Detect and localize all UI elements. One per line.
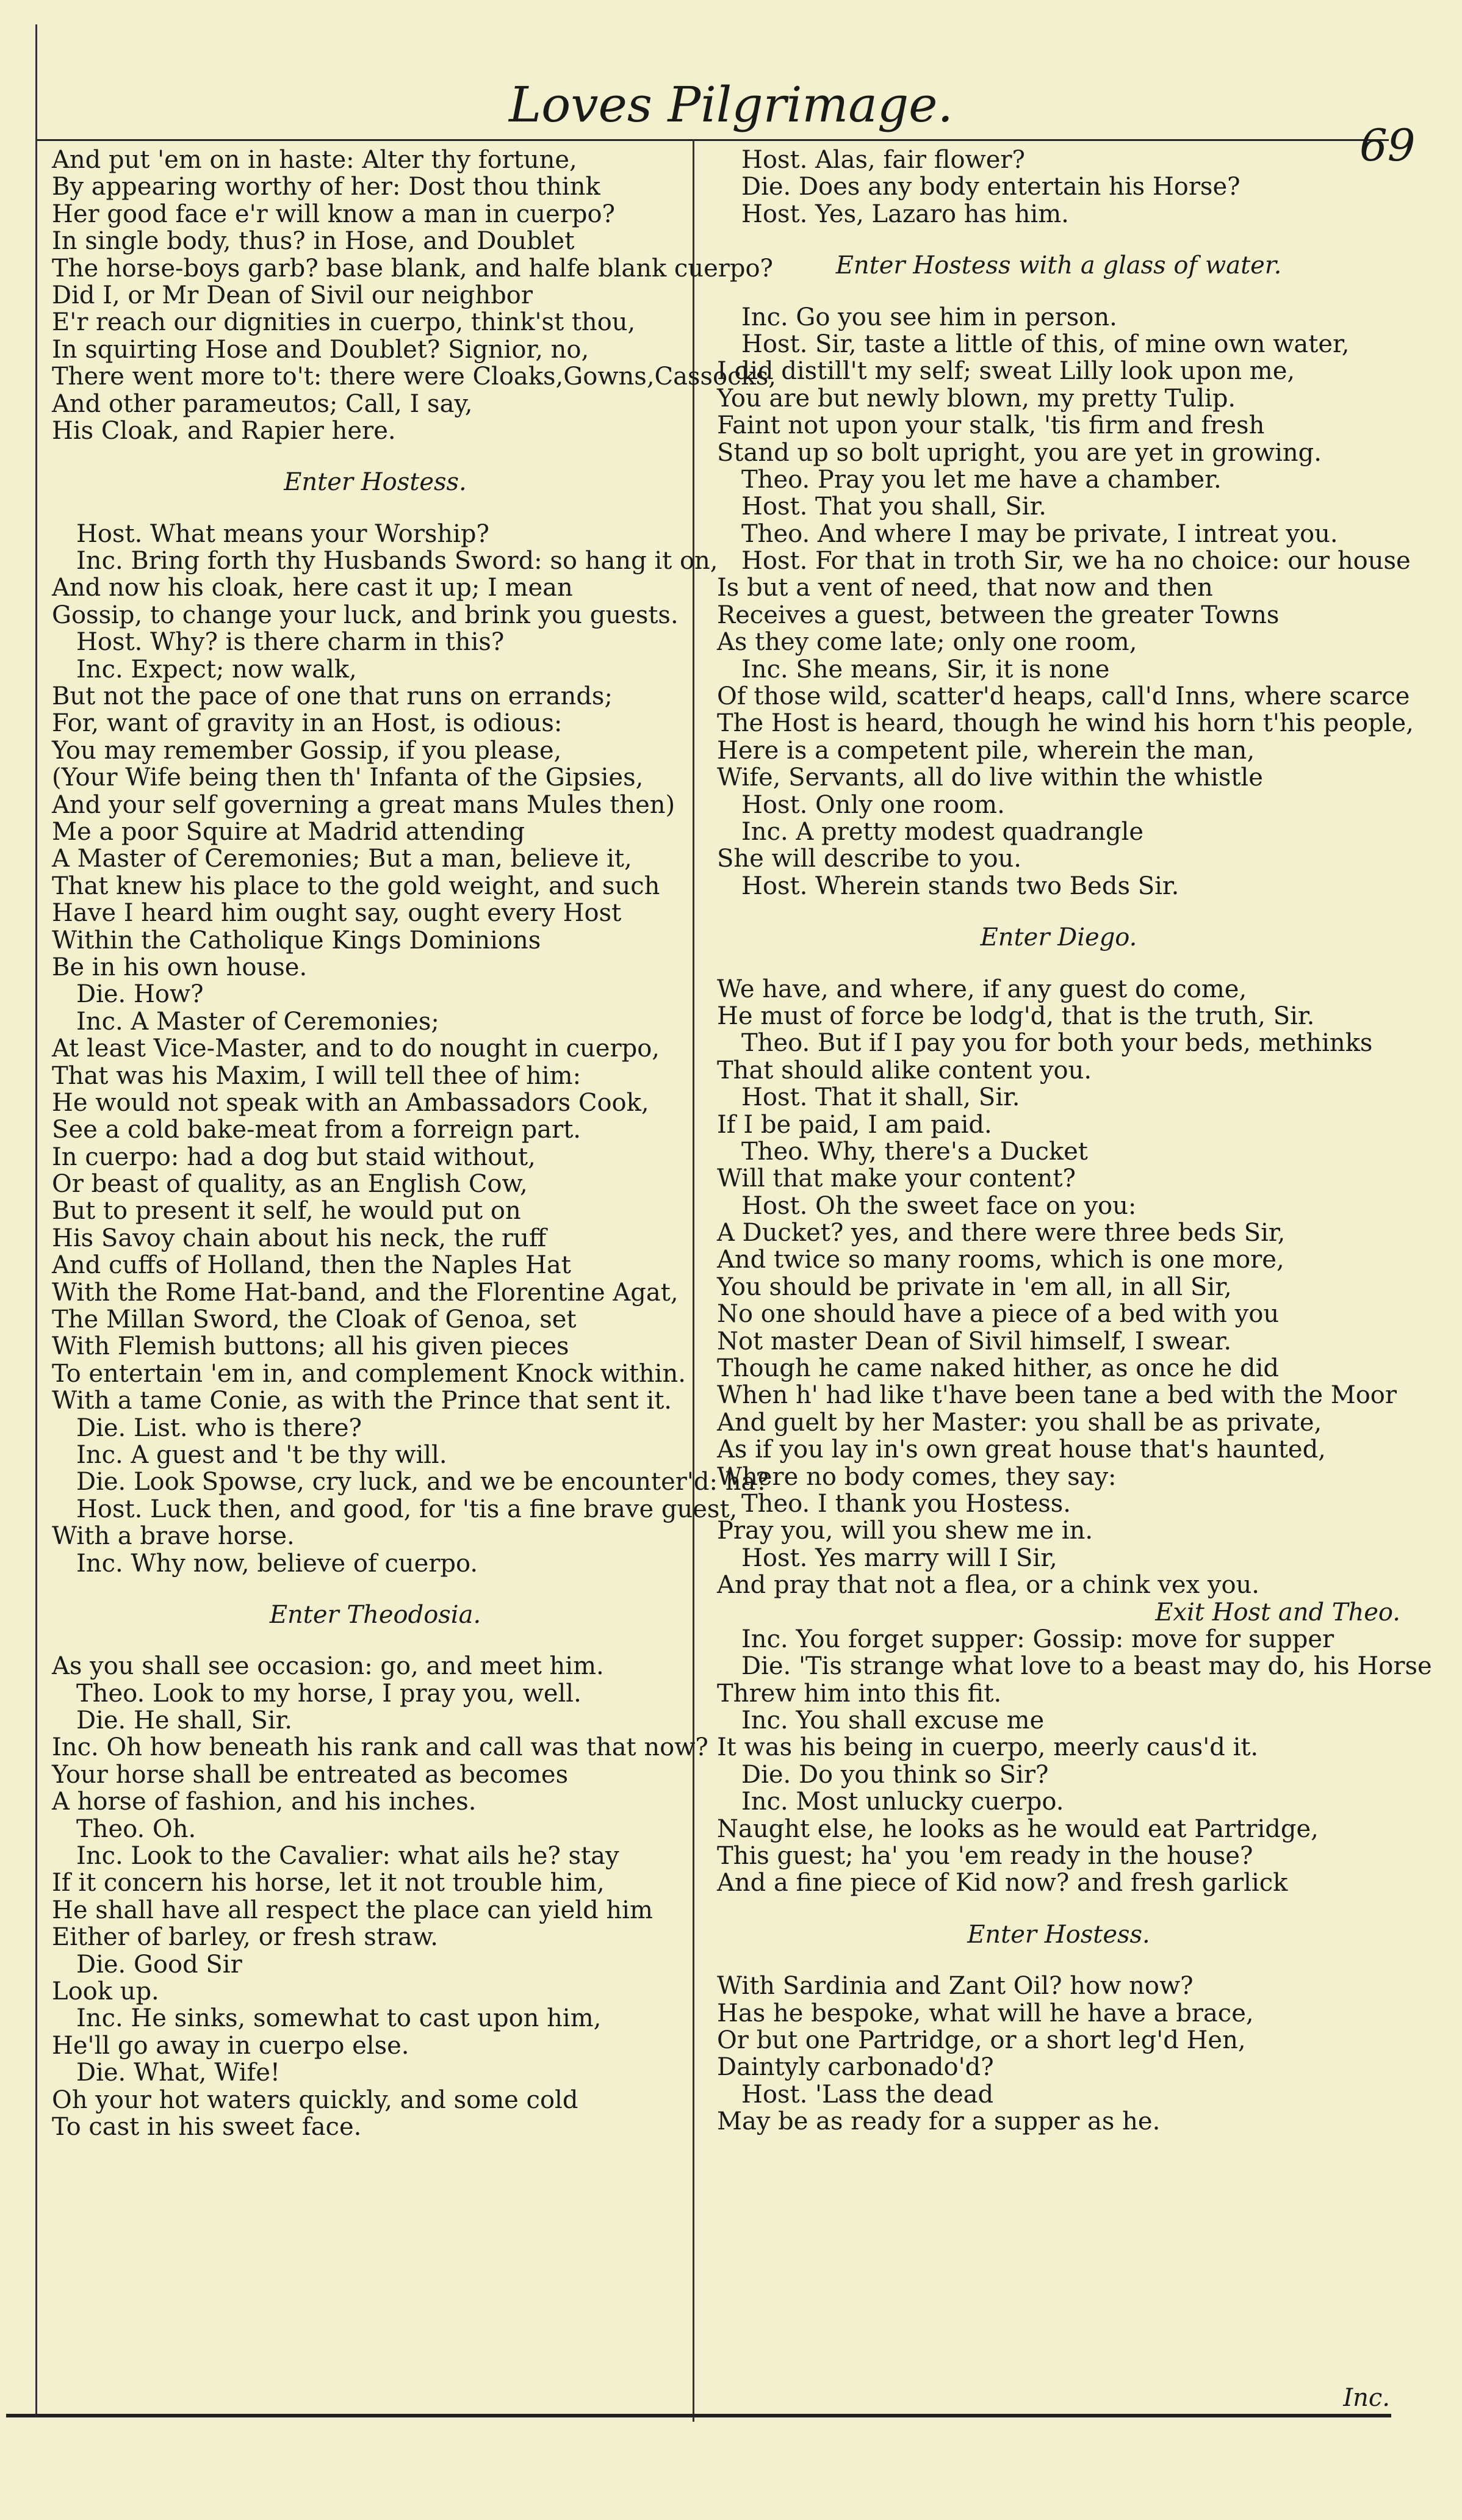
stage-direction: Enter Hostess. — [284, 468, 467, 497]
verse-line: You should be private in 'em all, in all Sir, — [717, 1273, 1232, 1301]
verse-line: Naught else, he looks as he would eat Partridge, — [717, 1814, 1319, 1843]
spacer — [52, 1577, 699, 1601]
verse-line: You are but newly blown, my pretty Tulip. — [717, 384, 1236, 413]
verse-line: Stand up so bolt upright, you are yet in growing. — [717, 438, 1322, 467]
spacer — [717, 228, 1400, 252]
speech-line: Host. Luck then, and good, for 'tis a fine brave guest, — [76, 1495, 738, 1523]
verse-line: She will describe to you. — [717, 845, 1022, 873]
speech-line: Theo. Oh. — [76, 1814, 196, 1843]
speech-line: Die. Does any body entertain his Horse? — [741, 173, 1241, 201]
verse-line: Has he bespoke, what will he have a brace, — [717, 1999, 1254, 2027]
verse-line: His Savoy chain about his neck, the ruff — [52, 1224, 547, 1252]
speech-line: Die. Good Sir — [76, 1950, 242, 1979]
footer-rule — [6, 2414, 1391, 2417]
verse-line: Look up. — [52, 1977, 159, 2006]
speech-line: Host. For that in troth Sir, we ha no choice: our house — [741, 547, 1411, 576]
speech-line: Inc. Go you see him in person. — [741, 303, 1117, 331]
verse-line: To cast in his sweet face. — [52, 2112, 362, 2141]
speech-line: Die. He shall, Sir. — [76, 1706, 293, 1735]
stage-direction: Enter Hostess. — [967, 1920, 1150, 1949]
verse-line: Threw him into this fit. — [717, 1679, 1002, 1708]
verse-line: Where no body comes, they say: — [717, 1462, 1117, 1491]
verse-line: With Flemish buttons; all his given pieces — [52, 1332, 569, 1361]
speech-line: Host. Yes marry will I Sir, — [741, 1543, 1057, 1572]
verse-line: With a tame Conie, as with the Prince that sent it. — [52, 1387, 672, 1415]
running-title: Loves Pilgrimage. — [509, 76, 953, 133]
spacer — [717, 900, 1400, 924]
verse-line: In squirting Hose and Doublet? Signior, no, — [52, 335, 589, 364]
verse-line: By appearing worthy of her: Dost thou think — [52, 173, 600, 201]
verse-line: But not the pace of one that runs on errands; — [52, 682, 613, 711]
header-rule — [35, 139, 1389, 141]
speech-line: Theo. I thank you Hostess. — [741, 1489, 1071, 1518]
verse-line: Not master Dean of Sivil himself, I swear. — [717, 1327, 1232, 1356]
verse-line: And now his cloak, here cast it up; I mean — [52, 574, 573, 602]
speech-line: Die. Look Spowse, cry luck, and we be encounter'd: ha? — [76, 1468, 769, 1496]
left-text-column — [52, 146, 777, 2141]
verse-line: The horse-boys garb? base blank, and halfe blank cuerpo? — [52, 254, 773, 283]
spacer — [717, 280, 1400, 304]
verse-line: He must of force be lodg'd, that is the truth, Sir. — [717, 1002, 1315, 1030]
verse-line: As they come late; only one room, — [717, 628, 1137, 657]
verse-line: There went more to't: there were Cloaks,Gowns,Cassocks, — [52, 363, 777, 391]
speech-line: Theo. Pray you let me have a chamber. — [741, 465, 1222, 494]
speech-line: Die. How? — [76, 980, 204, 1009]
verse-line: Did I, or Mr Dean of Sivil our neighbor — [52, 281, 533, 309]
speech-line: Host. That you shall, Sir. — [741, 493, 1047, 521]
speech-line: Inc. He sinks, somewhat to cast upon him, — [76, 2004, 602, 2033]
speech-line: Host. Yes, Lazaro has him. — [741, 200, 1069, 228]
speech-line: Theo. But if I pay you for both your beds, methinks — [741, 1029, 1373, 1058]
speech-line: Die. List. who is there? — [76, 1413, 362, 1442]
stage-direction: Exit Host and Theo. — [1155, 1598, 1400, 1626]
verse-line: Oh your hot waters quickly, and some cold — [52, 2085, 578, 2114]
verse-line: For, want of gravity in an Host, is odious: — [52, 709, 563, 738]
verse-line: Within the Catholique Kings Dominions — [52, 926, 541, 955]
verse-line: In single body, thus? in Hose, and Doublet — [52, 227, 575, 256]
verse-line: Wife, Servants, all do live within the whistle — [717, 764, 1263, 792]
speech-line: Host. What means your Worship? — [76, 519, 489, 548]
verse-line: He shall have all respect the place can yield him — [52, 1896, 653, 1924]
verse-line: As if you lay in's own great house that's haunted, — [717, 1435, 1326, 1464]
speech-line: Inc. You forget supper: Gossip: move for supper — [741, 1625, 1334, 1653]
verse-line: Have I heard him ought say, ought every Host — [52, 899, 622, 928]
verse-line: Her good face e'r will know a man in cuerpo? — [52, 200, 615, 228]
speech-line: Host. Wherein stands two Beds Sir. — [741, 872, 1179, 900]
verse-line: Inc. Oh how beneath his rank and call was that now? — [52, 1733, 708, 1762]
speech-line: Inc. A Master of Ceremonies; — [76, 1007, 439, 1036]
speech-line: Inc. Most unlucky cuerpo. — [741, 1788, 1064, 1816]
stage-direction: Enter Hostess with a glass of water. — [835, 251, 1282, 280]
verse-line: And other parameutos; Call, I say, — [52, 389, 473, 418]
speech-line: Host. Oh the sweet face on you: — [741, 1191, 1137, 1220]
spacer — [717, 951, 1400, 976]
verse-line: In cuerpo: had a dog but staid without, — [52, 1143, 536, 1171]
verse-line: But to present it self, he would put on — [52, 1197, 521, 1226]
verse-line: A Master of Ceremonies; But a man, believe it, — [52, 845, 632, 873]
verse-line: He'll go away in cuerpo else. — [52, 2031, 409, 2060]
verse-line: Me a poor Squire at Madrid attending — [52, 817, 525, 846]
verse-line: Your horse shall be entreated as becomes — [52, 1760, 569, 1789]
speech-line: Host. Only one room. — [741, 790, 1005, 819]
verse-line: We have, and where, if any guest do come, — [717, 975, 1247, 1003]
verse-line: See a cold bake-meat from a forreign part. — [52, 1116, 581, 1144]
speech-line: Inc. You shall excuse me — [741, 1706, 1045, 1735]
speech-line: Host. Alas, fair flower? — [741, 146, 1025, 174]
verse-line: He would not speak with an Ambassadors Cook, — [52, 1088, 649, 1117]
spacer — [717, 1948, 1400, 1973]
verse-line: With the Rome Hat-band, and the Florentine Agat, — [52, 1278, 679, 1307]
speech-line: Inc. Bring forth thy Husbands Sword: so hang it on, — [76, 547, 718, 576]
verse-line: If it concern his horse, let it not trouble him, — [52, 1869, 605, 1897]
verse-line: And pray that not a flea, or a chink vex you. — [717, 1571, 1260, 1600]
catchword: Inc. — [1343, 2384, 1390, 2412]
speech-line: Host. Sir, taste a little of this, of mine own water, — [741, 330, 1350, 358]
verse-line: (Your Wife being then th' Infanta of the Gipsies, — [52, 764, 644, 792]
speech-line: Theo. Look to my horse, I pray you, well. — [76, 1679, 582, 1708]
verse-line: And cuffs of Holland, then the Naples Hat — [52, 1251, 571, 1280]
verse-line: Pray you, will you shew me in. — [717, 1517, 1093, 1545]
verse-line: A Ducket? yes, and there were three beds Sir, — [717, 1219, 1286, 1247]
verse-line: If I be paid, I am paid. — [717, 1110, 992, 1139]
speech-line: Die. What, Wife! — [76, 2059, 280, 2087]
verse-line: At least Vice-Master, and to do nought in cuerpo, — [52, 1034, 660, 1063]
verse-line: The Millan Sword, the Cloak of Genoa, set — [52, 1305, 577, 1334]
verse-line: That knew his place to the gold weight, and such — [52, 872, 660, 900]
speech-line: Inc. Look to the Cavalier: what ails he? stay — [76, 1842, 619, 1871]
verse-line: Receives a guest, between the greater Towns — [717, 601, 1280, 629]
verse-line: Is but a vent of need, that now and then — [717, 574, 1213, 602]
spacer — [52, 1628, 699, 1653]
verse-line: You may remember Gossip, if you please, — [52, 736, 562, 765]
page-number: 69 — [1359, 120, 1416, 171]
verse-line: Be in his own house. — [52, 953, 308, 981]
verse-line: The Host is heard, though he wind his horn t'his people, — [717, 709, 1414, 738]
speech-line: Theo. Why, there's a Ducket — [741, 1137, 1088, 1166]
verse-line: To entertain 'em in, and complement Knock within. — [52, 1359, 686, 1388]
verse-line: Or beast of quality, as an English Cow, — [52, 1170, 528, 1199]
verse-line: With Sardinia and Zant Oil? how now? — [717, 1972, 1194, 2001]
verse-line: Either of barley, or fresh straw. — [52, 1923, 438, 1952]
verse-line: Of those wild, scatter'd heaps, call'd Inns, where scarce — [717, 682, 1410, 711]
speech-line: Host. Why? is there charm in this? — [76, 628, 505, 657]
spacer — [717, 1897, 1400, 1921]
verse-line: Here is a competent pile, wherein the man, — [717, 736, 1255, 765]
verse-line: No one should have a piece of a bed with you — [717, 1300, 1280, 1329]
verse-line: It was his being in cuerpo, meerly caus'd it. — [717, 1733, 1259, 1762]
verse-line: Though he came naked hither, as once he did — [717, 1354, 1280, 1383]
verse-line: Daintyly carbonado'd? — [717, 2053, 994, 2082]
spacer — [52, 496, 699, 521]
verse-line: And twice so many rooms, which is one more, — [717, 1246, 1284, 1274]
speech-line: Inc. A guest and 't be thy will. — [76, 1440, 447, 1469]
speech-line: Host. That it shall, Sir. — [741, 1083, 1020, 1112]
speech-line: Die. 'Tis strange what love to a beast may do, his Horse — [741, 1652, 1432, 1681]
verse-line: As you shall see occasion: go, and meet him. — [52, 1652, 604, 1681]
verse-line: This guest; ha' you 'em ready in the house? — [717, 1842, 1253, 1871]
speech-line: Inc. A pretty modest quadrangle — [741, 817, 1144, 846]
verse-line: May be as ready for a supper as he. — [717, 2107, 1161, 2136]
verse-line: Will that make your content? — [717, 1164, 1076, 1193]
verse-line: Faint not upon your stalk, 'tis firm and fresh — [717, 411, 1265, 440]
verse-line: His Cloak, and Rapier here. — [52, 416, 396, 445]
verse-line: And your self governing a great mans Mules then) — [52, 790, 675, 819]
verse-line: A horse of fashion, and his inches. — [52, 1788, 477, 1816]
verse-line: E'r reach our dignities in cuerpo, think'st thou, — [52, 308, 636, 337]
verse-line: And a fine piece of Kid now? and fresh garlick — [717, 1869, 1288, 1897]
right-text-column — [717, 146, 1432, 2136]
verse-line: Or but one Partridge, or a short leg'd Hen, — [717, 2026, 1246, 2054]
verse-line: That was his Maxim, I will tell thee of him: — [52, 1061, 582, 1090]
verse-line: And guelt by her Master: you shall be as private, — [717, 1408, 1322, 1437]
verse-line: I did distill't my self; sweat Lilly look upon me, — [717, 357, 1295, 386]
speech-line: Theo. And where I may be private, I intreat you. — [741, 519, 1338, 548]
verse-line: That should alike content you. — [717, 1056, 1092, 1085]
stage-direction: Enter Diego. — [980, 923, 1137, 952]
verse-line: When h' had like t'have been tane a bed with the Moor — [717, 1381, 1397, 1410]
verse-line: Gossip, to change your luck, and brink you guests. — [52, 601, 679, 629]
speech-line: Inc. Expect; now walk, — [76, 655, 357, 684]
speech-line: Die. Do you think so Sir? — [741, 1760, 1049, 1789]
speech-line: Inc. Why now, believe of cuerpo. — [76, 1549, 478, 1578]
speech-line: Inc. She means, Sir, it is none — [741, 655, 1110, 684]
spacer — [52, 444, 699, 469]
stage-direction: Enter Theodosia. — [269, 1600, 481, 1629]
verse-line: With a brave horse. — [52, 1522, 295, 1551]
left-border-rule — [35, 24, 37, 2417]
speech-line: Host. 'Lass the dead — [741, 2080, 994, 2109]
verse-line: And put 'em on in haste: Alter thy fortune, — [52, 146, 577, 174]
